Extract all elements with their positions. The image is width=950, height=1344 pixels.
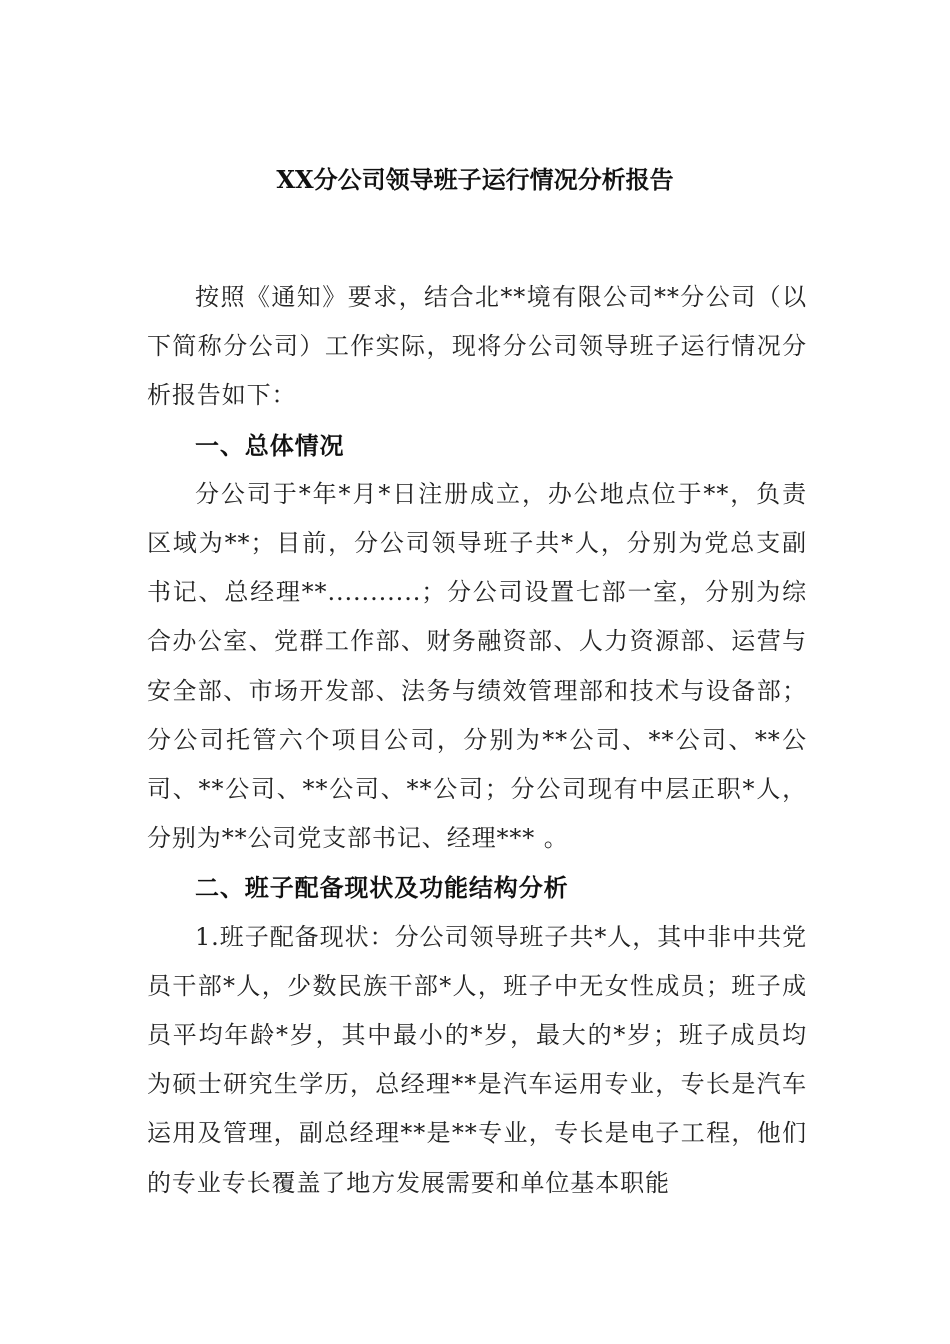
intro-paragraph: 按照《通知》要求，结合北**境有限公司**分公司（以下简称分公司）工作实际，现将分公司领导班子运行情况分析报告如下： (147, 283, 807, 410)
document-title: XX分公司领导班子运行情况分析报告 (276, 165, 674, 194)
section-1-heading: 一、总体情况 (195, 430, 345, 460)
section-1-paragraph: 分公司于*年*月*日注册成立，办公地点位于**，负责区域为**；目前，分公司领导班子共*人，分别为党总支副书记、总经理**...........；分公司设置七部一室，分别为综合办公室、党群工作部、财务融资部、人力资源部、运营与安全部、市场开发部、法务与绩效管理部和技术与设备部；分公司托管六个项目公司，分别为**公司、**公司、**公司、**公司、**公司、**公司；分公司现有中层正职*人，分别为**公司党支部书记、经理*** 。 (147, 479, 807, 853)
section-2-heading: 二、班子配备现状及功能结构分析 (195, 873, 569, 903)
document-body (147, 273, 807, 1208)
section-2-paragraph: 1.班子配备现状：分公司领导班子共*人，其中非中共党员干部*人，少数民族干部*人，班子中无女性成员；班子成员平均年龄*岁，其中最小的*岁，最大的*岁；班子成员均为硕士研究生学历，总经理**是汽车运用专业，专长是汽车运用及管理，副总经理**是**专业，专长是电子工程，他们的专业专长覆盖了地方发展需要和单位基本职能 (147, 922, 807, 1197)
